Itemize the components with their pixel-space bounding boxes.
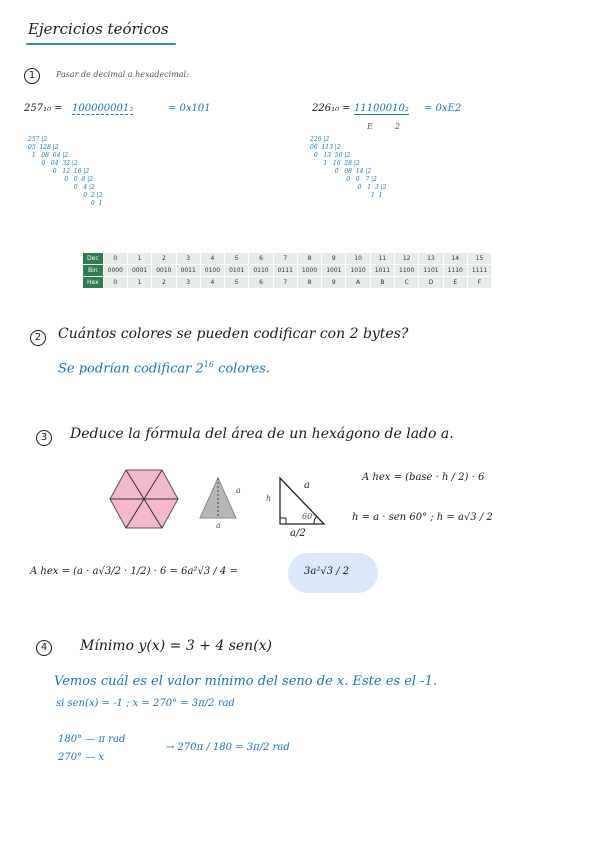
section4-line2: si sen(x) = -1 ; x = 270° = 3π/2 rad — [56, 698, 235, 709]
table-row-header: Hex — [83, 277, 104, 289]
table-cell: 0 — [103, 277, 127, 289]
triangle-side-label: a — [236, 486, 241, 495]
division-line: 226 |2 — [310, 136, 330, 143]
table-cell: 0111 — [273, 265, 297, 277]
table-cell: 1000 — [297, 265, 321, 277]
table-cell: 1110 — [443, 265, 467, 277]
table-row-header: Bin — [83, 265, 104, 277]
table-cell: 1 — [127, 277, 151, 289]
formula-area-result: 3a²√3 / 2 — [304, 566, 350, 577]
right-triangle-figure — [270, 474, 330, 530]
table-cell: B — [370, 277, 394, 289]
right-triangle-hyp-label: a — [304, 480, 310, 491]
table-cell: 7 — [273, 277, 297, 289]
division-line: 0 4 |2 — [28, 184, 95, 191]
section4-heading: Mínimo y(x) = 3 + 4 sen(x) — [80, 638, 273, 654]
section-number-2: 2 — [30, 330, 46, 346]
right-eq-prefix: 226₁₀ = — [312, 103, 351, 114]
section2-question: Cuántos colores se pueden codificar con 2 bytes? — [58, 326, 409, 342]
table-cell: 1100 — [395, 265, 419, 277]
table-cell: 0 — [103, 253, 127, 265]
hexagon-figure — [108, 468, 180, 530]
table-cell: F — [467, 277, 491, 289]
table-cell: 0101 — [225, 265, 249, 277]
division-line: 05 128 |2 — [28, 144, 59, 151]
table-cell: 2 — [152, 277, 176, 289]
division-line: 0 1 3 |2 — [310, 184, 387, 191]
right-eq-binary: 11100010₂ — [354, 103, 409, 114]
right-nibble-e: E — [367, 122, 373, 131]
hex-conversion-table — [82, 252, 492, 289]
formula-area-expansion: A hex = (a · a√3/2 · 1/2) · 6 = 6a²√3 / 4 = — [30, 566, 238, 577]
section4-line3b: 270° — x — [58, 752, 105, 763]
division-line: 257 |2 — [28, 136, 48, 143]
table-cell: 12 — [395, 253, 419, 265]
division-line: 1 16 28 |2 — [310, 160, 360, 167]
triangle-base-label: a — [216, 521, 221, 530]
table-cell: 1010 — [346, 265, 370, 277]
section2-answer — [58, 360, 270, 376]
table-row — [83, 265, 492, 277]
section2-answer-exp: 16 — [203, 360, 214, 369]
table-cell: 13 — [419, 253, 443, 265]
left-division — [28, 136, 103, 208]
table-cell: 1111 — [467, 265, 491, 277]
table-cell: 11 — [370, 253, 394, 265]
table-cell: 9 — [322, 253, 346, 265]
left-eq-binary: 100000001₂ — [72, 103, 134, 114]
section4-line3a: 180° — π rad — [58, 734, 126, 745]
formula-area-hex: A hex = (base · h / 2) · 6 — [362, 472, 485, 483]
table-row — [83, 253, 492, 265]
table-cell: D — [419, 277, 443, 289]
table-cell: C — [395, 277, 419, 289]
table-cell: 4 — [200, 253, 224, 265]
table-cell: 8 — [297, 277, 321, 289]
division-line: 0 08 14 |2 — [310, 168, 372, 175]
left-eq-prefix: 257₁₀ = — [24, 103, 63, 114]
division-line: 0 04 32 |2 — [28, 160, 78, 167]
left-eq-result: = 0x101 — [168, 103, 211, 114]
table-cell: 6 — [249, 277, 273, 289]
table-cell: 0001 — [127, 265, 151, 277]
section3-question: Deduce la fórmula del área de un hexágono de lado a. — [70, 426, 454, 442]
table-cell: 2 — [152, 253, 176, 265]
table-cell: 0011 — [176, 265, 200, 277]
table-cell: 3 — [176, 253, 200, 265]
right-eq-result: = 0xE2 — [424, 103, 462, 114]
section4-line1: Vemos cuál es el valor mínimo del seno de x. Este es el -1. — [54, 674, 437, 689]
table-cell: 4 — [200, 277, 224, 289]
division-line: 0 13 56 |2 — [310, 152, 351, 159]
table-cell: A — [346, 277, 370, 289]
table-cell: 0010 — [152, 265, 176, 277]
table-cell: 10 — [346, 253, 370, 265]
section-number-4: 4 — [36, 640, 52, 656]
equilateral-triangle-icon — [198, 476, 238, 520]
division-line: 0 0 8 |2 — [28, 176, 93, 183]
table-cell: 6 — [249, 253, 273, 265]
table-cell: 0110 — [249, 265, 273, 277]
table-cell: 1 — [127, 253, 151, 265]
table-cell: E — [443, 277, 467, 289]
table-cell: 5 — [225, 253, 249, 265]
table-cell: 1001 — [322, 265, 346, 277]
table-cell: 0000 — [103, 265, 127, 277]
section2-answer-text: Se podrían codificar 2 — [58, 361, 204, 377]
division-line: 0 2 |2 — [28, 192, 103, 199]
formula-height: h = a · sen 60° ; h = a√3 / 2 — [352, 512, 493, 523]
right-nibble-2: 2 — [395, 122, 401, 131]
division-line: 1 08 64 |2 — [28, 152, 69, 159]
table-cell: 14 — [443, 253, 467, 265]
division-line: 1 1 — [310, 192, 383, 199]
table-cell: 9 — [322, 277, 346, 289]
table-cell: 0100 — [200, 265, 224, 277]
table-row-header: Dec — [83, 253, 104, 265]
section-number-3: 3 — [36, 430, 52, 446]
division-line: 06 113 |2 — [310, 144, 341, 151]
right-triangle-base-label: a/2 — [290, 528, 306, 539]
table-cell: 5 — [225, 277, 249, 289]
title-underline — [26, 43, 176, 45]
right-triangle-angle-label: 60° — [302, 512, 317, 521]
page-title: Ejercicios teóricos — [28, 20, 169, 38]
section1-heading: Pasar de decimal a hexadecimal: — [56, 70, 189, 79]
section2-answer-tail: colores. — [218, 361, 270, 377]
table-cell: 1101 — [419, 265, 443, 277]
section4-line3c: → 270π / 180 = 3π/2 rad — [166, 742, 290, 753]
section-number-1: 1 — [24, 68, 40, 84]
right-division — [310, 136, 386, 200]
table-cell: 7 — [273, 253, 297, 265]
table-cell: 1011 — [370, 265, 394, 277]
division-line: 0 0 7 |2 — [310, 176, 377, 183]
table-row — [83, 277, 492, 289]
division-line: 0 1 — [28, 200, 103, 207]
right-triangle-height-label: h — [266, 494, 272, 503]
division-line: 0 12 16 |2 — [28, 168, 90, 175]
table-cell: 15 — [467, 253, 491, 265]
table-cell: 3 — [176, 277, 200, 289]
table-cell: 8 — [297, 253, 321, 265]
